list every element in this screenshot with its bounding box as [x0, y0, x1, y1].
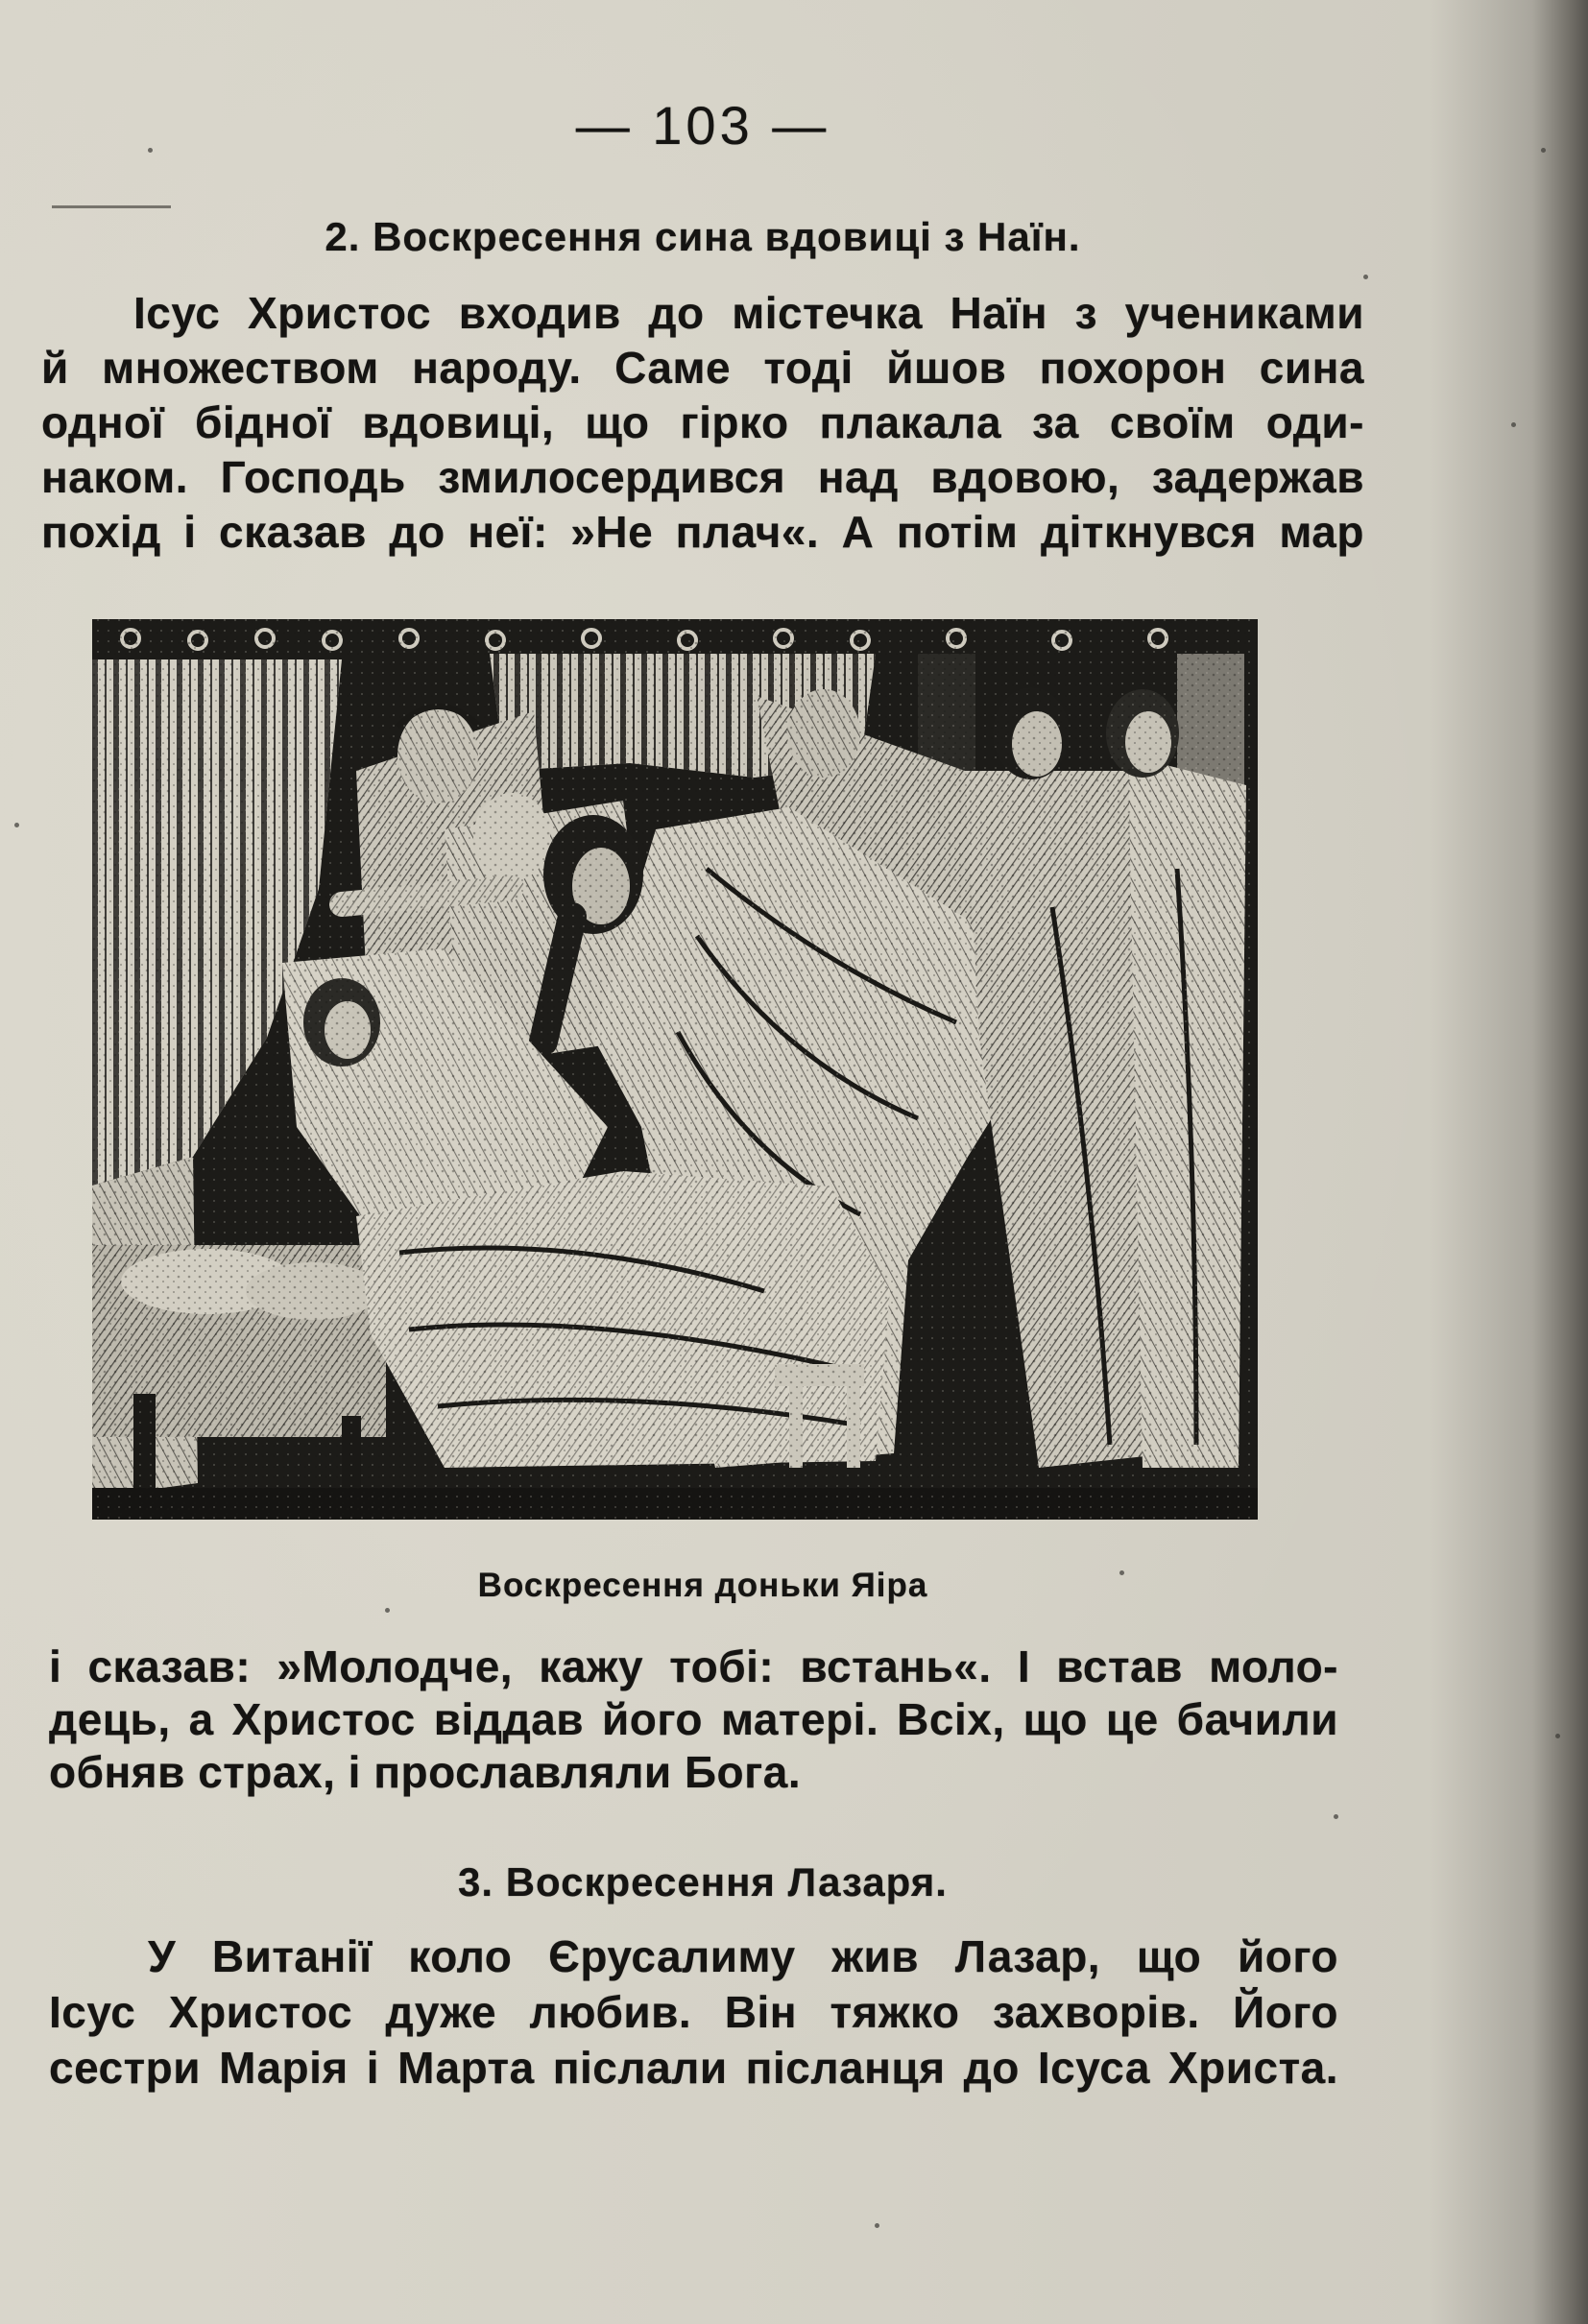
paragraph-widow-son	[41, 286, 1364, 560]
paper-speck	[1511, 422, 1516, 427]
text-line: і сказав: »Молодче, кажу тобі: встань«. І встав моло-	[49, 1641, 1338, 1691]
paragraph-lazarus	[49, 1929, 1338, 2096]
text-line: Ісус Христос дуже любив. Він тяжко захворів. Його	[49, 1987, 1338, 2037]
section-heading-2: 2. Воскресення сина вдовиці з Наїн.	[325, 214, 1081, 259]
text-line: дець, а Христос віддав його матері. Всіх, що це бачили	[49, 1694, 1338, 1744]
illustration-caption: Воскресення доньки Яіра	[477, 1567, 928, 1604]
page-number: — 103 —	[575, 95, 830, 156]
paper-speck	[1119, 1570, 1124, 1575]
text-line: сестри Марія і Марта післали післанця до Ісуса Христа.	[49, 2043, 1338, 2093]
text-line: похід і сказав до неї: »Не плач«. А потім діткнувся мар	[41, 507, 1364, 557]
paper-speck	[875, 2223, 879, 2228]
paper-speck	[148, 148, 153, 153]
decorative-rule	[52, 205, 171, 208]
paper-speck	[1363, 275, 1368, 279]
text-line: й множеством народу. Саме тоді йшов похорон сина	[41, 343, 1364, 393]
paragraph-continuation	[49, 1641, 1338, 1799]
engraving-grain	[92, 619, 1258, 1520]
paper-speck	[1334, 1814, 1338, 1819]
section-heading-3: 3. Воскресення Лазаря.	[458, 1859, 948, 1905]
text-line: одної бідної вдовиці, що гірко плакала за своїм оди-	[41, 397, 1364, 447]
text-line: У Витанії коло Єрусалиму жив Лазар, що його	[148, 1931, 1338, 1981]
illustration-image	[92, 619, 1258, 1520]
paper-speck	[385, 1608, 390, 1613]
paper-speck	[1555, 1734, 1560, 1738]
text-line: Ісус Христос входив до містечка Наїн з учениками	[133, 288, 1364, 338]
text-line: обняв страх, і прославляли Бога.	[49, 1747, 802, 1797]
text-line: наком. Господь змилосердився над вдовою, задержав	[41, 452, 1364, 502]
paper-speck	[1541, 148, 1546, 153]
paper-speck	[14, 823, 19, 827]
